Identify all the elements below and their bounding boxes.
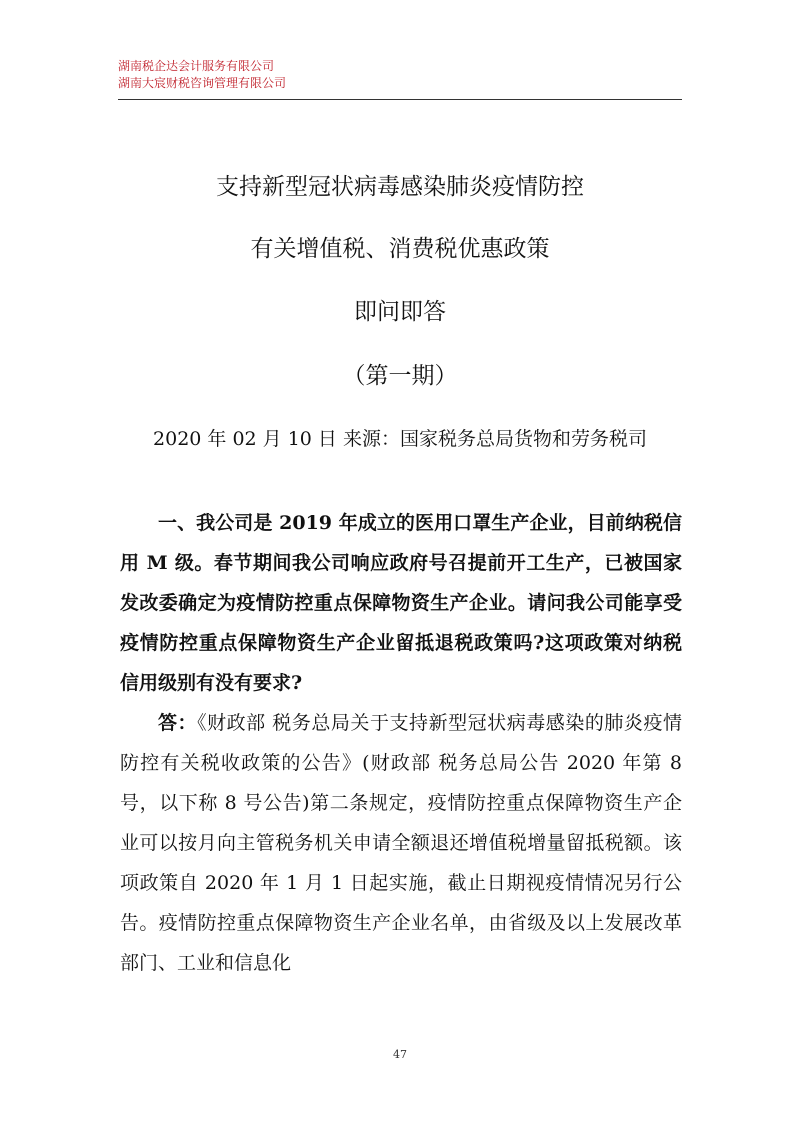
letterhead (118, 58, 682, 92)
title-line-3: 即问即答 (354, 299, 446, 325)
answer-text: 《财政部 税务总局关于支持新型冠状病毒感染的肺炎疫情防控有关税收政策的公告》(财政部 税务总局公告 2020 年第 8 号，以下称 8 号公告)第二条规定，疫情防控重点保障物资生产企业可以按月向主管税务机关申请全额退还增值税增量留抵税额。该项政策自 2020 年 1 月 1 日起实施，截止日期视疫情情况另行公告。疫情防控重点保障物资生产企业名单，由省级及以上发展改革部门、工业和信息化 (120, 712, 682, 974)
title-line-1: 支持新型冠状病毒感染肺炎疫情防控 (216, 174, 584, 200)
answer-label: 答： (158, 712, 198, 734)
question-paragraph: 一、我公司是 2019 年成立的医用口罩生产企业，目前纳税信用 M 级。春节期间我公司响应政府号召提前开工生产，已被国家发改委确定为疫情防控重点保障物资生产企业。请问我公司能享受疫情防控重点保障物资生产企业留抵退税政策吗?这项政策对纳税信用级别有没有要求? (120, 512, 682, 694)
company-name-1: 湖南税企达会计服务有限公司 (118, 59, 275, 73)
header-divider (118, 99, 682, 100)
source-line: 2020 年 02 月 10 日 来源：国家税务总局货物和劳务税司 (153, 428, 647, 450)
company-name-2: 湖南大宸财税咨询管理有限公司 (118, 76, 287, 90)
title-line-2: 有关增值税、消费税优惠政策 (250, 236, 550, 262)
document-body (120, 503, 682, 983)
answer-paragraph (120, 703, 682, 983)
page-number: 47 (393, 1048, 407, 1061)
title-line-4: （第一期） (342, 363, 458, 389)
